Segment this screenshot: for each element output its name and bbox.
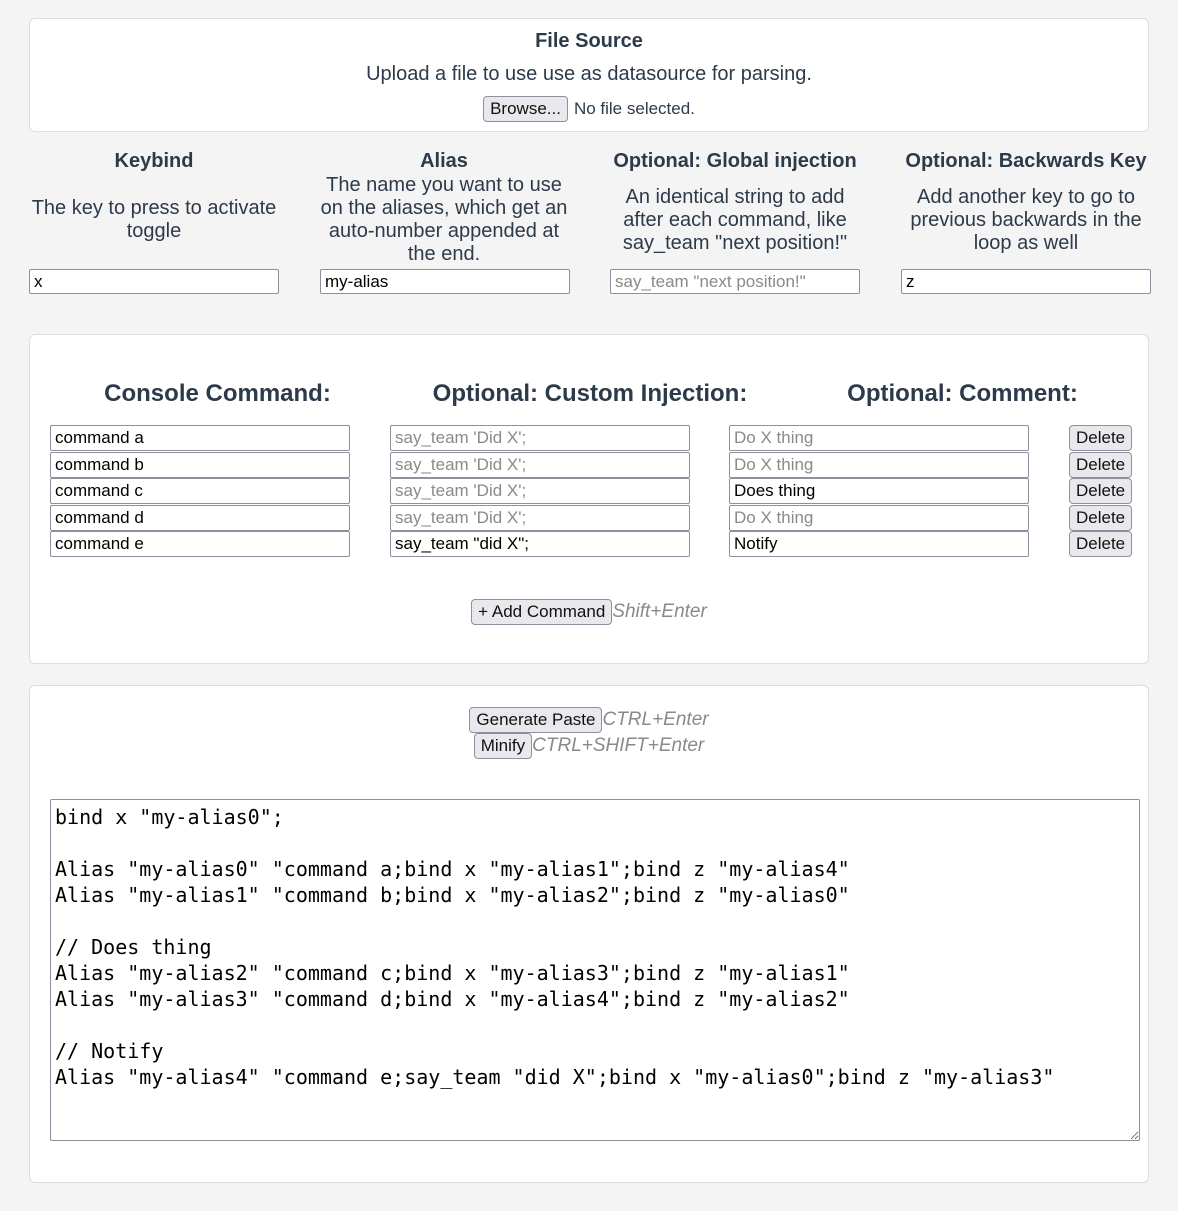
delete-button[interactable]: Delete [1069,478,1132,504]
backwards-key-description: Add another key to go to previous backwards in the loop as well [910,186,1142,254]
alias-section [318,150,570,266]
backwards-key-input[interactable] [901,269,1151,294]
comment-input[interactable] [729,531,1029,557]
backwards-key-title: Optional: Backwards Key [905,150,1147,172]
global-injection-description: An identical string to add after each command, like say_team "next position!" [622,186,848,254]
add-command-row [30,599,1148,625]
minify-hint: CTRL+SHIFT+Enter [532,735,705,756]
output-textarea[interactable] [50,799,1140,1141]
commands-card [29,334,1149,664]
global-injection-title: Optional: Global injection [613,150,857,172]
minify-row [30,733,1148,759]
command-input[interactable] [50,478,350,504]
global-injection-input[interactable] [610,269,860,294]
keybind-title: Keybind [114,150,194,172]
comment-input[interactable] [729,425,1029,451]
command-input[interactable] [50,452,350,478]
custom-injection-input[interactable] [390,531,690,557]
command-input[interactable] [50,425,350,451]
keybind-input[interactable] [29,269,279,294]
add-command-hint: Shift+Enter [612,601,707,622]
custom-injection-input[interactable] [390,505,690,531]
custom-injection-input[interactable] [390,452,690,478]
file-picker [30,96,1148,122]
custom-injection-input[interactable] [390,478,690,504]
add-command-button[interactable]: + Add Command [471,599,612,625]
generate-hint: CTRL+Enter [602,709,709,730]
alias-description: The name you want to use on the aliases, which get an auto-number appended at the end. [320,174,568,265]
comment-input[interactable] [729,452,1029,478]
backwards-key-section [900,150,1152,255]
file-status: No file selected. [573,99,695,118]
alias-title: Alias [420,150,468,172]
file-source-description: Upload a file to use use as datasource for parsing. [366,63,812,85]
delete-button[interactable]: Delete [1069,531,1132,557]
keybind-description: The key to press to activate toggle [31,197,277,242]
console-command-header: Console Command: [104,380,331,407]
comment-header: Optional: Comment: [847,380,1078,407]
alias-input[interactable] [320,269,570,294]
comment-input[interactable] [729,505,1029,531]
minify-button[interactable]: Minify [474,733,532,759]
global-injection-section [609,150,861,255]
command-input[interactable] [50,505,350,531]
delete-button[interactable]: Delete [1069,425,1132,451]
custom-injection-header: Optional: Custom Injection: [432,380,748,407]
output-card [29,685,1149,1183]
keybind-section [28,150,280,243]
delete-button[interactable]: Delete [1069,505,1132,531]
comment-input[interactable] [729,478,1029,504]
command-input[interactable] [50,531,350,557]
generate-row [30,707,1148,733]
generate-paste-button[interactable]: Generate Paste [469,707,602,733]
file-source-title: File Source [535,30,643,52]
browse-button[interactable]: Browse... [483,96,568,122]
delete-button[interactable]: Delete [1069,452,1132,478]
file-source-card [29,18,1149,132]
custom-injection-input[interactable] [390,425,690,451]
